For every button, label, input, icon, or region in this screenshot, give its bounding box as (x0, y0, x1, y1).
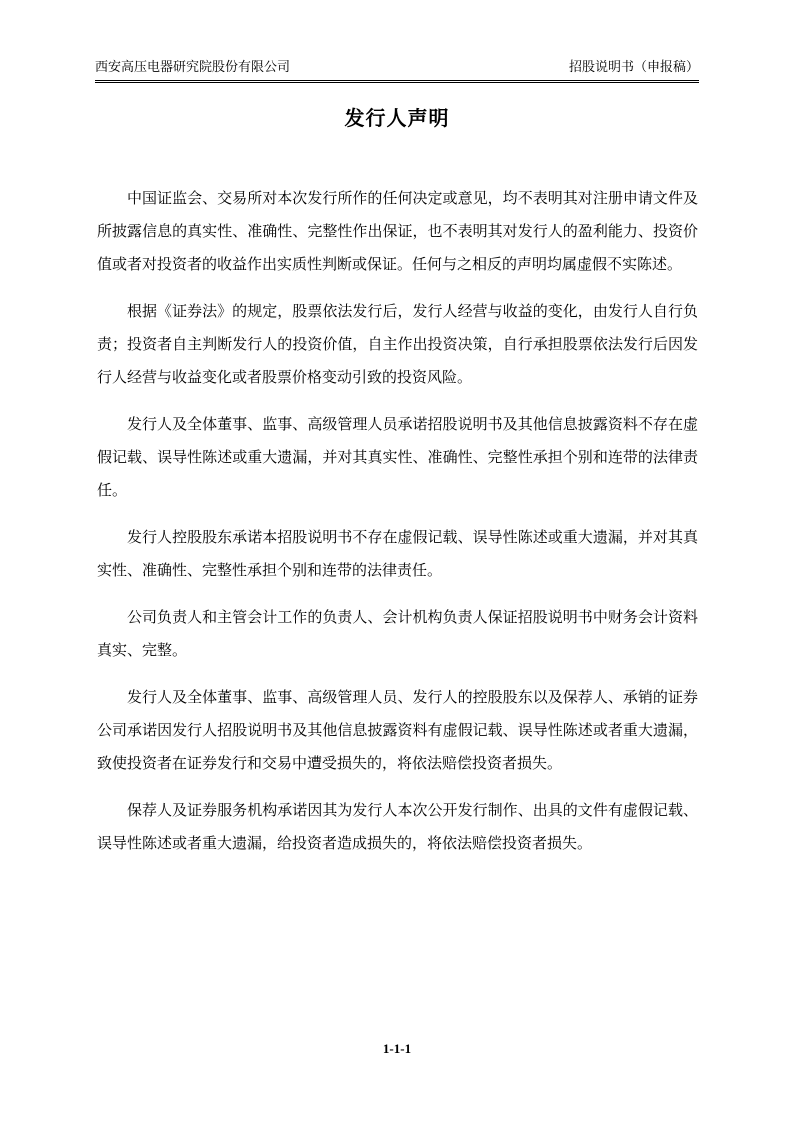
header-company-name: 西安高压电器研究院股份有限公司 (95, 60, 291, 75)
statement-paragraph-2: 根据《证券法》的规定，股票依法发行后，发行人经营与收益的变化，由发行人自行负责；投资者自主判断发行人的投资价值，自主作出投资决策，自行承担股票依法发行后因发行人经营与收益变化或者股票价格变动引致的投资风险。 (97, 302, 698, 386)
statement-paragraph-4: 发行人控股股东承诺本招股说明书不存在虚假记载、误导性陈述或重大遗漏，并对其真实性、准确性、完整性承担个别和连带的法律责任。 (97, 528, 698, 579)
statement-paragraph-1: 中国证监会、交易所对本次发行所作的任何决定或意见，均不表明其对注册申请文件及所披露信息的真实性、准确性、完整性作出保证，也不表明其对发行人的盈利能力、投资价值或者对投资者的收益作出实质性判断或保证。任何与之相反的声明均属虚假不实陈述。 (97, 189, 698, 273)
header-document-name: 招股说明书（申报稿） (568, 60, 699, 75)
statement-paragraph-7: 保荐人及证券服务机构承诺因其为发行人本次公开发行制作、出具的文件有虚假记载、误导性陈述或者重大遗漏，给投资者造成损失的，将依法赔偿投资者损失。 (97, 801, 698, 852)
page-title: 发行人声明 (344, 106, 450, 130)
statement-body (97, 182, 698, 874)
statement-paragraph-5: 公司负责人和主管会计工作的负责人、会计机构负责人保证招股说明书中财务会计资料真实、完整。 (97, 608, 698, 659)
statement-paragraph-6: 发行人及全体董事、监事、高级管理人员、发行人的控股股东以及保荐人、承销的证券公司承诺因发行人招股说明书及其他信息披露资料有虚假记载、误导性陈述或者重大遗漏，致使投资者在证券发行和交易中遭受损失的，将依法赔偿投资者损失。 (97, 688, 698, 772)
statement-paragraph-3: 发行人及全体董事、监事、高级管理人员承诺招股说明书及其他信息披露资料不存在虚假记载、误导性陈述或重大遗漏，并对其真实性、准确性、完整性承担个别和连带的法律责任。 (97, 415, 698, 499)
page-number: 1-1-1 (382, 1041, 412, 1056)
page-header (95, 58, 699, 81)
header-divider (95, 82, 699, 83)
